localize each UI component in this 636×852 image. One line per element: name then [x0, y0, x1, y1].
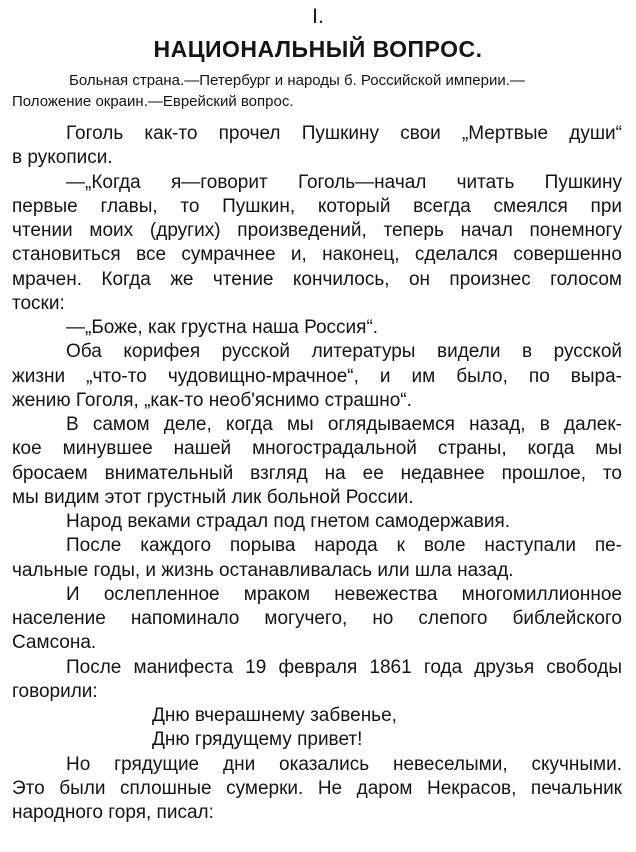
text-line: Но грядущие дни оказались невеселыми, скучными. — [66, 753, 622, 775]
chapter-title: НАЦИОНАЛЬНЫЙ ВОПРОС. — [153, 36, 483, 62]
text-line: в рукописи. — [12, 147, 113, 169]
text-line: жению Гоголя, „как-то необ'яснимо страшно“. — [12, 389, 412, 411]
verse-line: Дню вчерашнему забвенье, — [152, 705, 397, 726]
text-line: чальные годы, и жизнь останавливалась или шла назад. — [12, 559, 514, 581]
body-text — [12, 122, 622, 825]
text-line: мы видим этот грустный лик больной России. — [12, 486, 414, 508]
text-line: говорили: — [12, 680, 98, 702]
text-line: Это были сплошные сумерки. Не даром Некрасов, печальник — [12, 777, 622, 799]
verse-line: Дню грядущему привет! — [152, 729, 363, 751]
text-line: После каждого порыва народа к воле наступали пе- — [66, 535, 622, 557]
text-line: После манифеста 19 февраля 1861 года друзья свободы — [66, 656, 622, 678]
chapter-summary — [12, 70, 624, 112]
text-line: И ослепленное мраком невежества многомиллионное — [66, 583, 622, 605]
chapter-number: I. — [312, 5, 324, 28]
summary-line: Положение окраин.—Еврейский вопрос. — [12, 93, 294, 110]
text-line: бросаем внимательный взгляд на ее недавнее прошлое, то — [12, 462, 622, 484]
text-line: тоски: — [12, 292, 65, 314]
summary-line: Больная страна.—Петербург и народы б. Российской империи.— — [69, 72, 525, 89]
text-line: кое минувшее нашей многострадальной страны, когда мы — [12, 438, 622, 460]
text-line: жизни „что-то чудовищно-мрачное“, и им было, по выра- — [12, 365, 622, 387]
text-line: становиться все сумрачнее и, наконец, сделался совершенно — [12, 244, 622, 266]
text-line: население напоминало могучего, но слепого библейского — [12, 608, 622, 629]
text-line: народного горя, писал: — [12, 802, 214, 823]
text-line: —„Когда я—говорит Гоголь—начал читать Пушкину — [66, 171, 622, 193]
text-line: первые главы, то Пушкин, который всегда смеялся при — [12, 195, 622, 217]
text-line: В самом деле, когда мы оглядываемся назад, в далек- — [66, 414, 622, 435]
text-line: мрачен. Когда же чтение кончилось, он произнес голосом — [12, 268, 622, 290]
text-line: —„Боже, как грустна наша Россия“. — [66, 317, 379, 338]
text-line: Народ веками страдал под гнетом самодержавия. — [66, 511, 511, 532]
text-line: Гоголь как-то прочел Пушкину свои „Мертвые души“ — [66, 123, 622, 144]
text-line: чтении моих (других) произведений, теперь начал понемногу — [12, 220, 622, 241]
text-line: Самсона. — [12, 632, 97, 654]
text-line: Оба корифея русской литературы видели в русской — [66, 341, 622, 363]
